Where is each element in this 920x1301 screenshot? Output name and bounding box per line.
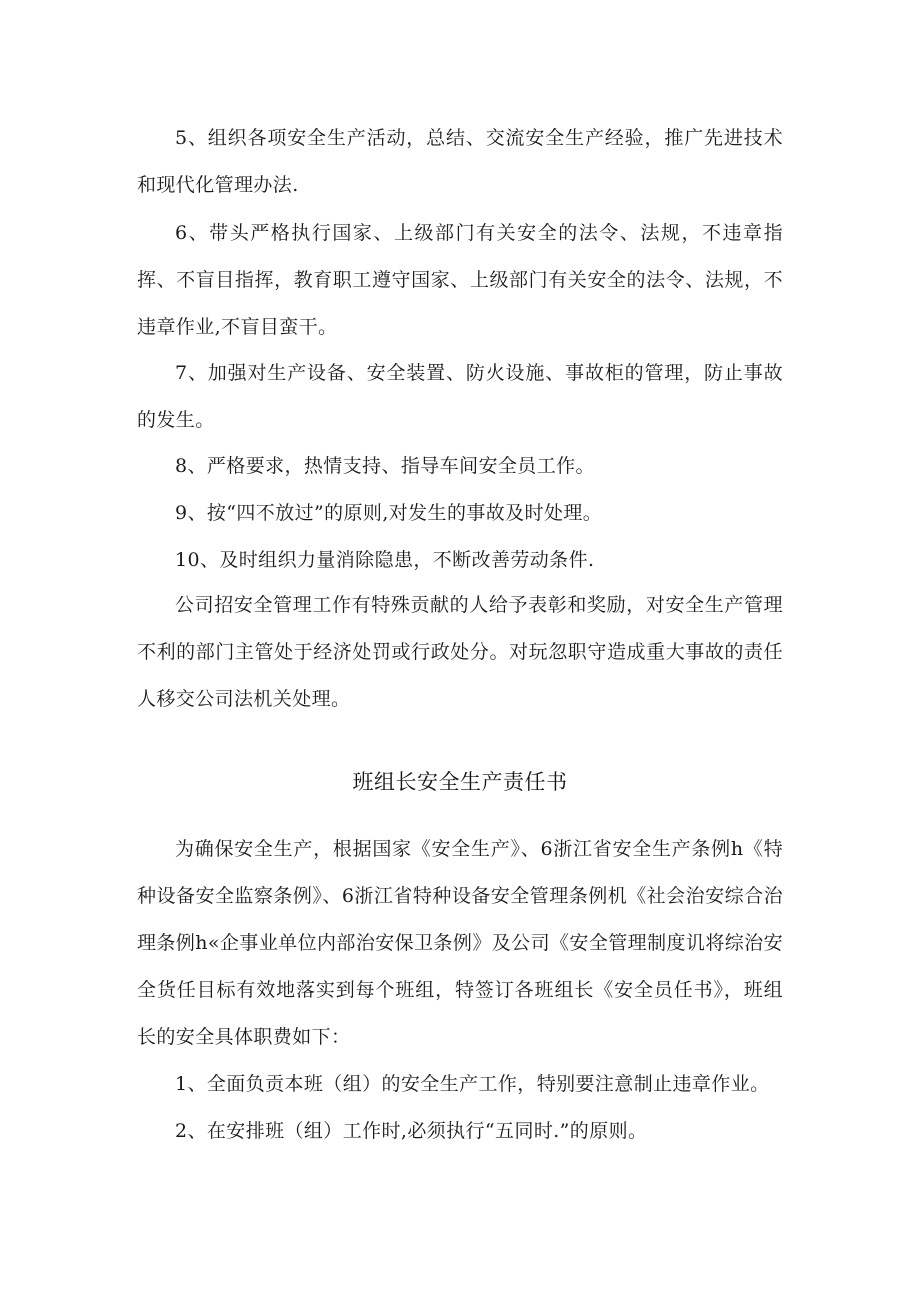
rewards-penalties-paragraph: 公司招安全管理工作有特殊贡献的人给予表彰和奖励，对安全生产管理不利的部门主管处于经济处罚或行政处分。对玩忽职守造成重大事故的责任人移交公司法机关处理。 bbox=[137, 594, 783, 710]
duty-1: 1、全面负贡本班（组）的安全生产工作，特别要注意制止违章作业。 bbox=[175, 1073, 770, 1095]
clause-7: 7、加强对生产设备、安全装置、防火设施、事故柜的管理，防止事故的发生。 bbox=[137, 362, 783, 431]
clause-8: 8、严格要求，热情支持、指导车间安全员工作。 bbox=[175, 455, 595, 477]
clause-6: 6、带头严格执行国家、上级部门有关安全的法令、法规，不违章指挥、不盲目指挥，教育职工遵守国家、上级部门有关安全的法令、法规，不违章作业,不盲目蛮干。 bbox=[137, 222, 783, 338]
duty-2: 2、在安排班（组）工作时,必须执行“五同时.”的原则。 bbox=[175, 1120, 648, 1142]
clause-10: 10、及时组织力量消除隐患，不断改善劳动条件. bbox=[175, 549, 595, 571]
clause-5: 5、组织各项安全生产活动，总结、交流安全生产经验，推广先进技术和现代化管理办法. bbox=[137, 127, 783, 196]
intro-paragraph: 为确保安全生产，根据国家《安全生产》、6浙江省安全生产条例h《特种设备安全监察条例》、6浙江省特种设备安全管理条例机《社会治安综合治理条例h«企事业单位内部治安保卫条例》及公司《安全管理制度讥将综治安全货任目标有效地落实到每个班组，特签订各班组长《安全员任书》，班组长的安全具体职费如下： bbox=[137, 838, 783, 1048]
document-title: 班组长安全生产责任书 bbox=[352, 770, 568, 794]
clause-9: 9、按“四不放过”的原则,对发生的事故及时处理。 bbox=[175, 502, 603, 524]
